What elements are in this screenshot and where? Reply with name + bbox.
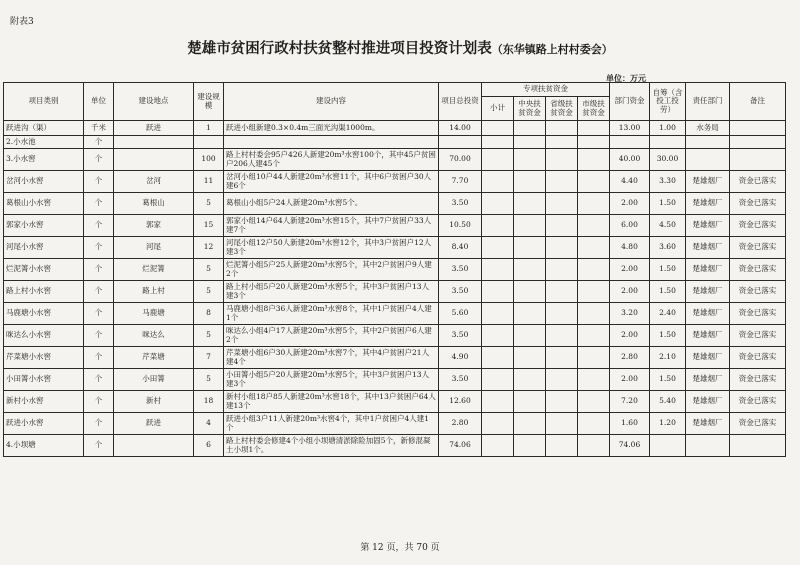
cell-central [514, 347, 546, 369]
cell-dept: 6.00 [610, 215, 650, 237]
cell-unit: 个 [84, 369, 114, 391]
cell-remark: 资金已落实 [730, 413, 786, 435]
cell-responsible: 水务局 [686, 121, 730, 136]
cell-scale: 15 [194, 215, 224, 237]
cell-location [114, 136, 194, 149]
cell-scale: 8 [194, 303, 224, 325]
cell-city [578, 435, 610, 457]
cell-remark: 资金已落实 [730, 259, 786, 281]
cell-unit: 个 [84, 413, 114, 435]
cell-central [514, 171, 546, 193]
unit-label: 单位：万元 [606, 73, 646, 83]
cell-dept [610, 136, 650, 149]
cell-total [439, 136, 482, 149]
title-main: 楚雄市贫困行政村扶贫整村推进项目投资计划表 [187, 40, 492, 57]
cell-city [578, 413, 610, 435]
cell-city [578, 303, 610, 325]
cell-total: 4.90 [439, 347, 482, 369]
cell-subtotal [482, 121, 514, 136]
header-remark: 备注 [730, 83, 786, 121]
header-provincial: 省级扶贫资金 [546, 97, 578, 121]
header-total: 项目总投资 [439, 83, 482, 121]
cell-central [514, 193, 546, 215]
cell-central [514, 303, 546, 325]
cell-self: 4.50 [650, 215, 686, 237]
cell-category: 新村小水窖 [4, 391, 84, 413]
header-row-1 [4, 83, 786, 97]
cell-responsible: 楚雄烟厂 [686, 259, 730, 281]
cell-scale: 18 [194, 391, 224, 413]
cell-remark: 资金已落实 [730, 171, 786, 193]
cell-self: 3.30 [650, 171, 686, 193]
header-central: 中央扶贫资金 [514, 97, 546, 121]
cell-provincial [546, 325, 578, 347]
cell-central [514, 391, 546, 413]
cell-provincial [546, 171, 578, 193]
cell-dept: 4.80 [610, 237, 650, 259]
cell-total: 3.50 [439, 281, 482, 303]
cell-self: 1.50 [650, 193, 686, 215]
cell-provincial [546, 149, 578, 171]
table-row [4, 193, 786, 215]
cell-city [578, 215, 610, 237]
cell-city [578, 369, 610, 391]
header-location: 建设地点 [114, 83, 194, 121]
cell-scale: 5 [194, 325, 224, 347]
cell-provincial [546, 413, 578, 435]
page-title [0, 37, 800, 58]
header-dept: 部门资金 [610, 83, 650, 121]
cell-unit: 个 [84, 237, 114, 259]
cell-total: 3.50 [439, 369, 482, 391]
cell-unit: 个 [84, 259, 114, 281]
cell-total: 3.50 [439, 193, 482, 215]
cell-remark: 资金已落实 [730, 325, 786, 347]
cell-city [578, 281, 610, 303]
cell-self: 1.50 [650, 369, 686, 391]
cell-remark [730, 149, 786, 171]
cell-provincial [546, 369, 578, 391]
cell-category: 郭家小水窖 [4, 215, 84, 237]
cell-category: 3.小水窖 [4, 149, 84, 171]
cell-unit: 个 [84, 325, 114, 347]
cell-category: 小田箐小水窖 [4, 369, 84, 391]
cell-dept: 74.06 [610, 435, 650, 457]
header-unit: 单位 [84, 83, 114, 121]
cell-scale: 5 [194, 193, 224, 215]
cell-provincial [546, 237, 578, 259]
cell-responsible [686, 435, 730, 457]
cell-dept: 2.00 [610, 193, 650, 215]
cell-city [578, 347, 610, 369]
cell-category: 葛根山小水窖 [4, 193, 84, 215]
header-category: 项目类别 [4, 83, 84, 121]
cell-central [514, 325, 546, 347]
cell-unit: 个 [84, 149, 114, 171]
title-subtitle: （东华镇路上村村委会） [491, 43, 613, 56]
cell-responsible: 楚雄烟厂 [686, 413, 730, 435]
cell-self: 2.10 [650, 347, 686, 369]
cell-location: 马鹿塘 [114, 303, 194, 325]
cell-dept: 3.20 [610, 303, 650, 325]
cell-subtotal [482, 303, 514, 325]
cell-responsible: 楚雄烟厂 [686, 391, 730, 413]
cell-content: 河尾小组12户50人新建20m³水窖12个，其中3户贫困户12人建3个 [224, 237, 439, 259]
header-scale: 建设规模 [194, 83, 224, 121]
cell-city [578, 136, 610, 149]
cell-content: 新村小组18户85人新建20m³水窖18个，其中13户贫困户64人建13个 [224, 391, 439, 413]
cell-subtotal [482, 281, 514, 303]
cell-unit: 个 [84, 281, 114, 303]
cell-remark: 资金已落实 [730, 215, 786, 237]
cell-scale: 6 [194, 435, 224, 457]
table-row [4, 325, 786, 347]
cell-total: 3.50 [439, 259, 482, 281]
cell-location: 跃进 [114, 121, 194, 136]
cell-total: 2.80 [439, 413, 482, 435]
cell-location: 烂泥箐 [114, 259, 194, 281]
table-row [4, 369, 786, 391]
cell-remark [730, 435, 786, 457]
cell-scale: 7 [194, 347, 224, 369]
cell-provincial [546, 193, 578, 215]
cell-location: 小田箐 [114, 369, 194, 391]
cell-content: 郭家小组14户64人新建20m³水窖15个，其中7户贫困户33人建7个 [224, 215, 439, 237]
cell-unit: 个 [84, 171, 114, 193]
cell-central [514, 281, 546, 303]
table-row [4, 391, 786, 413]
table-row [4, 136, 786, 149]
cell-remark: 资金已落实 [730, 347, 786, 369]
cell-category: 河尾小水窖 [4, 237, 84, 259]
cell-unit: 千米 [84, 121, 114, 136]
cell-scale: 5 [194, 281, 224, 303]
cell-self [650, 435, 686, 457]
cell-location [114, 149, 194, 171]
cell-unit: 个 [84, 347, 114, 369]
cell-dept: 7.20 [610, 391, 650, 413]
cell-central [514, 259, 546, 281]
cell-remark [730, 136, 786, 149]
cell-category: 咪达么小水窖 [4, 325, 84, 347]
page-footer: 第 12 页，共 70 页 [360, 543, 440, 553]
cell-category: 4.小坝塘 [4, 435, 84, 457]
header-responsible: 责任部门 [686, 83, 730, 121]
cell-location: 咪达么 [114, 325, 194, 347]
cell-scale: 1 [194, 121, 224, 136]
cell-total: 8.40 [439, 237, 482, 259]
table-row [4, 259, 786, 281]
cell-scale: 4 [194, 413, 224, 435]
cell-responsible: 楚雄烟厂 [686, 347, 730, 369]
header-city: 市级扶贫资金 [578, 97, 610, 121]
cell-subtotal [482, 391, 514, 413]
cell-provincial [546, 215, 578, 237]
cell-provincial [546, 435, 578, 457]
cell-dept: 2.00 [610, 281, 650, 303]
cell-content: 小田箐小组5户20人新建20m³水窖5个，其中3户贫困户13人建3个 [224, 369, 439, 391]
cell-location: 跃进 [114, 413, 194, 435]
cell-responsible [686, 149, 730, 171]
cell-responsible: 楚雄烟厂 [686, 193, 730, 215]
cell-content: 路上村村委会95户426人新建20m³水窖100个，其中45户贫困户206人建45个 [224, 149, 439, 171]
cell-remark: 资金已落实 [730, 193, 786, 215]
cell-category: 路上村小水窖 [4, 281, 84, 303]
cell-total: 14.00 [439, 121, 482, 136]
cell-content: 跃进小组3户11人新建20m³水窖4个，其中1户贫困户4人建1个 [224, 413, 439, 435]
cell-remark: 资金已落实 [730, 281, 786, 303]
table-row [4, 435, 786, 457]
cell-scale [194, 136, 224, 149]
cell-total: 7.70 [439, 171, 482, 193]
cell-subtotal [482, 413, 514, 435]
cell-dept: 1.60 [610, 413, 650, 435]
cell-responsible: 楚雄烟厂 [686, 171, 730, 193]
cell-unit: 个 [84, 193, 114, 215]
cell-unit: 个 [84, 303, 114, 325]
cell-total: 70.00 [439, 149, 482, 171]
cell-subtotal [482, 149, 514, 171]
cell-category: 跃进小水窖 [4, 413, 84, 435]
cell-central [514, 435, 546, 457]
cell-provincial [546, 391, 578, 413]
cell-content: 岔河小组10户44人新建20m³水窖11个，其中6户贫困户30人建6个 [224, 171, 439, 193]
cell-responsible: 楚雄烟厂 [686, 215, 730, 237]
cell-content: 路上村村委会修建4个小组小坝塘清淤除险加固5个，新修混凝土小坝1个。 [224, 435, 439, 457]
cell-location: 新村 [114, 391, 194, 413]
cell-content [224, 136, 439, 149]
cell-location: 芹菜塘 [114, 347, 194, 369]
cell-subtotal [482, 435, 514, 457]
cell-subtotal [482, 237, 514, 259]
table-row [4, 149, 786, 171]
cell-location [114, 435, 194, 457]
cell-responsible: 楚雄烟厂 [686, 281, 730, 303]
cell-self: 30.00 [650, 149, 686, 171]
header-content: 建设内容 [224, 83, 439, 121]
cell-city [578, 193, 610, 215]
cell-self: 2.40 [650, 303, 686, 325]
cell-scale: 12 [194, 237, 224, 259]
cell-content: 咪达么小组4户17人新建20m³水窖5个，其中2户贫困户6人建2个 [224, 325, 439, 347]
cell-central [514, 237, 546, 259]
cell-content: 路上村小组5户20人新建20m³水窖5个，其中3户贫困户13人建3个 [224, 281, 439, 303]
cell-city [578, 149, 610, 171]
cell-remark: 资金已落实 [730, 391, 786, 413]
table-row [4, 121, 786, 136]
cell-subtotal [482, 259, 514, 281]
table-row [4, 303, 786, 325]
table-row [4, 237, 786, 259]
cell-dept: 2.00 [610, 259, 650, 281]
cell-central [514, 215, 546, 237]
cell-provincial [546, 136, 578, 149]
cell-content: 葛根山小组5户24人新建20m³水窖5个。 [224, 193, 439, 215]
cell-self: 1.50 [650, 259, 686, 281]
cell-dept: 2.00 [610, 325, 650, 347]
table-row [4, 413, 786, 435]
cell-dept: 2.00 [610, 369, 650, 391]
cell-subtotal [482, 369, 514, 391]
cell-dept: 2.80 [610, 347, 650, 369]
cell-central [514, 136, 546, 149]
table-row [4, 347, 786, 369]
cell-provincial [546, 281, 578, 303]
cell-total: 5.60 [439, 303, 482, 325]
cell-unit: 个 [84, 435, 114, 457]
cell-self [650, 136, 686, 149]
cell-content: 芹菜塘小组6户30人新建20m³水窖7个，其中4户贫困户21人建4个 [224, 347, 439, 369]
cell-remark: 资金已落实 [730, 237, 786, 259]
cell-scale: 5 [194, 369, 224, 391]
cell-scale: 5 [194, 259, 224, 281]
cell-central [514, 121, 546, 136]
cell-total: 74.06 [439, 435, 482, 457]
cell-remark: 资金已落实 [730, 369, 786, 391]
cell-scale: 100 [194, 149, 224, 171]
table-row [4, 281, 786, 303]
cell-subtotal [482, 215, 514, 237]
cell-unit: 个 [84, 215, 114, 237]
cell-subtotal [482, 347, 514, 369]
cell-subtotal [482, 325, 514, 347]
cell-dept: 40.00 [610, 149, 650, 171]
cell-unit: 个 [84, 391, 114, 413]
cell-category: 岔河小水窖 [4, 171, 84, 193]
cell-self: 1.20 [650, 413, 686, 435]
cell-responsible: 楚雄烟厂 [686, 325, 730, 347]
cell-location: 岔河 [114, 171, 194, 193]
cell-content: 烂泥箐小组5户25人新建20m³水窖5个，其中2户贫困户9人建2个 [224, 259, 439, 281]
table-row [4, 171, 786, 193]
cell-category: 芹菜塘小水窖 [4, 347, 84, 369]
cell-content: 马鹿塘小组8户36人新建20m³水窖8个，其中1户贫困户4人建1个 [224, 303, 439, 325]
cell-total: 10.50 [439, 215, 482, 237]
cell-subtotal [482, 171, 514, 193]
cell-category: 马鹿塘小水窖 [4, 303, 84, 325]
cell-responsible: 楚雄烟厂 [686, 237, 730, 259]
cell-provincial [546, 121, 578, 136]
annex-label: 附表3 [10, 17, 34, 27]
cell-category: 烂泥箐小水窖 [4, 259, 84, 281]
cell-self: 1.50 [650, 325, 686, 347]
cell-self: 3.60 [650, 237, 686, 259]
cell-unit: 个 [84, 136, 114, 149]
cell-central [514, 369, 546, 391]
cell-subtotal [482, 136, 514, 149]
cell-provincial [546, 303, 578, 325]
cell-city [578, 391, 610, 413]
cell-city [578, 325, 610, 347]
cell-city [578, 259, 610, 281]
cell-content: 跃进小组新建0.3×0.4m三面光沟渠1000m。 [224, 121, 439, 136]
cell-subtotal [482, 193, 514, 215]
cell-scale: 11 [194, 171, 224, 193]
cell-provincial [546, 259, 578, 281]
cell-location: 葛根山 [114, 193, 194, 215]
cell-total: 3.50 [439, 325, 482, 347]
cell-responsible [686, 136, 730, 149]
cell-responsible: 楚雄烟厂 [686, 303, 730, 325]
cell-category: 2.小水池 [4, 136, 84, 149]
header-special-fund: 专项扶贫资金 [482, 83, 610, 97]
header-self: 自筹（含投工投劳） [650, 83, 686, 121]
cell-central [514, 149, 546, 171]
cell-remark: 资金已落实 [730, 303, 786, 325]
cell-city [578, 237, 610, 259]
cell-self: 1.00 [650, 121, 686, 136]
cell-dept: 13.00 [610, 121, 650, 136]
cell-location: 郭家 [114, 215, 194, 237]
cell-self: 5.40 [650, 391, 686, 413]
cell-location: 河尾 [114, 237, 194, 259]
cell-central [514, 413, 546, 435]
table-row [4, 215, 786, 237]
cell-category: 跃进沟（渠） [4, 121, 84, 136]
cell-location: 路上村 [114, 281, 194, 303]
cell-city [578, 121, 610, 136]
header-subtotal: 小计 [482, 97, 514, 121]
cell-responsible: 楚雄烟厂 [686, 369, 730, 391]
cell-dept: 4.40 [610, 171, 650, 193]
cell-city [578, 171, 610, 193]
cell-remark [730, 121, 786, 136]
cell-self: 1.50 [650, 281, 686, 303]
investment-table [3, 82, 786, 457]
cell-total: 12.60 [439, 391, 482, 413]
cell-provincial [546, 347, 578, 369]
